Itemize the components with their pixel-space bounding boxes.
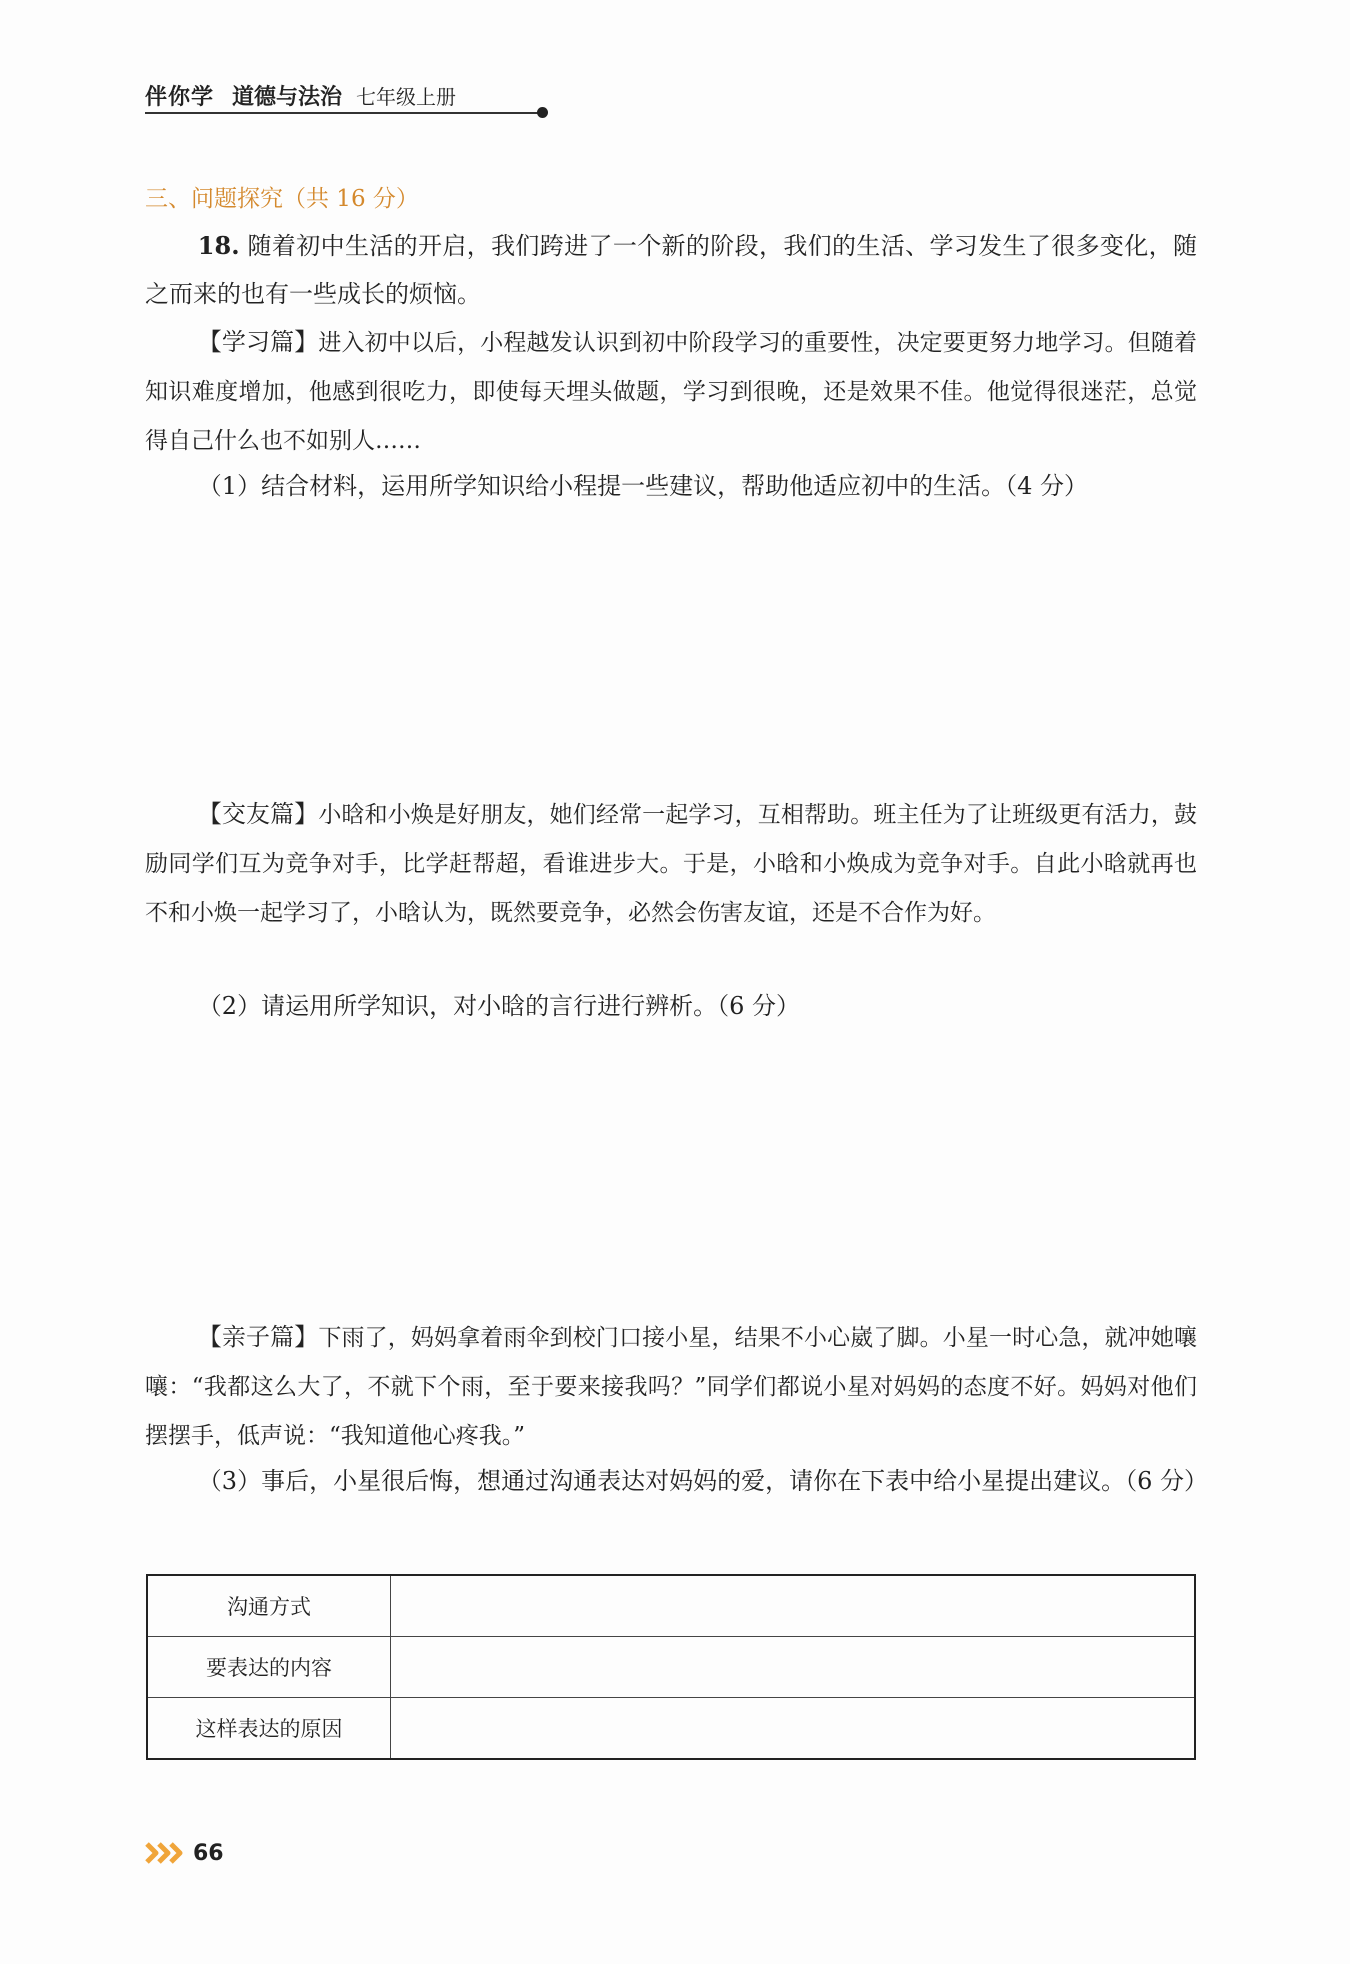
- study-text: 进入初中以后，小程越发认识到初中阶段学习的重要性，决定要更努力地学习。但随着知识难度增加，他感到很吃力，即使每天埋头做题，学习到很晚，还是效果不佳。他觉得很迷茫，总觉得自己什么也不如别人……: [145, 330, 1198, 454]
- study-question: （1）结合材料，运用所学知识给小程提一些建议，帮助他适应初中的生活。（4 分）: [197, 472, 1088, 500]
- page-footer: [145, 1836, 224, 1870]
- study-tag: 【学习篇】: [197, 328, 319, 356]
- section-title-text: 三、问题探究: [145, 186, 283, 212]
- book-grade: 七年级上册: [356, 85, 457, 109]
- table-row: [147, 1575, 1195, 1637]
- friend-text: 小晗和小焕是好朋友，她们经常一起学习，互相帮助。班主任为了让班级更有活力，鼓励同学们互为竞争对手，比学赶帮超，看谁进步大。于是，小晗和小焕成为竞争对手。自此小晗就再也不和小焕一起学习了，小晗认为，既然要竞争，必然会伤害友谊，还是不合作为好。: [145, 802, 1198, 926]
- row-label-content: 要表达的内容: [147, 1637, 391, 1698]
- header-dot: [537, 107, 548, 118]
- table-row: [147, 1637, 1195, 1698]
- question-intro-text: 随着初中生活的开启，我们跨进了一个新的阶段，我们的生活、学习发生了很多变化，随之而来的也有一些成长的烦恼。: [145, 232, 1197, 308]
- question-number: 18.: [197, 231, 240, 260]
- section-score: （共 16 分）: [283, 186, 419, 212]
- family-question: （3）事后，小星很后悔，想通过沟通表达对妈妈的爱，请你在下表中给小星提出建议。（6 分）: [197, 1467, 1208, 1495]
- friend-material: [145, 790, 1197, 937]
- book-brand: 伴你学: [145, 85, 215, 110]
- friend-tag: 【交友篇】: [197, 800, 319, 828]
- friend-question: （2）请运用所学知识，对小晗的言行进行辨析。（6 分）: [197, 992, 800, 1020]
- page-header: [145, 80, 555, 116]
- double-chevron-right-icon: [145, 1841, 185, 1865]
- family-tag: 【亲子篇】: [197, 1323, 319, 1351]
- row-label-method: 沟通方式: [147, 1575, 391, 1637]
- answer-cell-method[interactable]: [391, 1575, 1196, 1637]
- header-rule: [145, 112, 541, 114]
- row-label-reason: 这样表达的原因: [147, 1698, 391, 1760]
- question-intro: [145, 222, 1197, 318]
- table-row: [147, 1698, 1195, 1760]
- section-title: [145, 180, 419, 213]
- book-subject: 道德与法治: [232, 85, 343, 110]
- study-material: [145, 318, 1197, 465]
- answer-cell-content[interactable]: [391, 1637, 1196, 1698]
- page-number: 66: [193, 1840, 224, 1866]
- family-material: [145, 1313, 1197, 1460]
- answer-table: [146, 1574, 1196, 1760]
- answer-cell-reason[interactable]: [391, 1698, 1196, 1760]
- family-text: 下雨了，妈妈拿着雨伞到校门口接小星，结果不小心崴了脚。小星一时心急，就冲她嚷嚷：“我都这么大了，不就下个雨，至于要来接我吗？”同学们都说小星对妈妈的态度不好。妈妈对他们摆摆手，低声说：“我知道他心疼我。”: [145, 1325, 1198, 1449]
